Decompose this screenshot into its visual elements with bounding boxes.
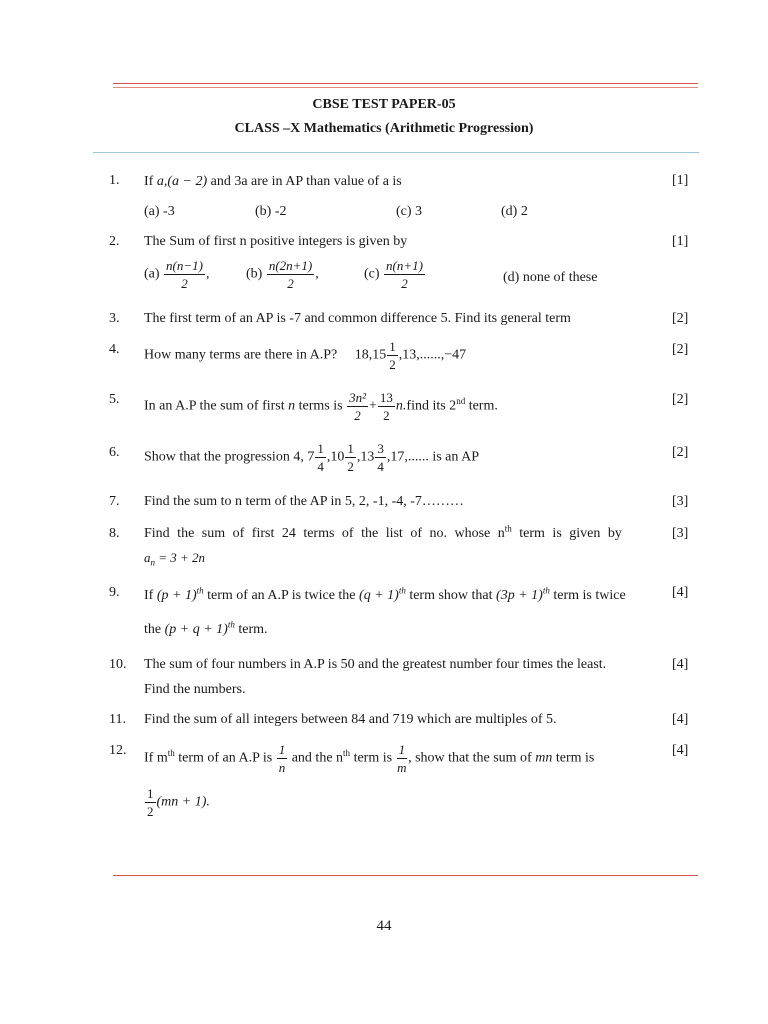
- question-7-text: Find the sum to n term of the AP in 5, 2, -1, -4, -7………: [144, 494, 464, 509]
- option-b: (b) $\frac{n(2n+1)}{2}$ ,: [246, 258, 319, 291]
- option-c: (c) $\frac{n(n+1)}{2}$: [364, 258, 423, 291]
- question-marks: [3]: [672, 494, 689, 509]
- question-3-text: The first term of an AP is -7 and common difference 5. Find its general term: [144, 311, 571, 326]
- question-marks: [2]: [672, 392, 689, 407]
- question-11-text: Find the sum of all integers between 84 and 719 which are multiples of 5.: [144, 712, 557, 727]
- subtitle-rule: [93, 152, 699, 153]
- page-number: 44: [376, 918, 392, 934]
- question-1-text: If a,(a − 2) and 3a are in AP than value of a is: [144, 174, 402, 189]
- option-b: (b) -2: [255, 204, 287, 219]
- question-number: 2.: [109, 234, 120, 249]
- option-c: (c) 3: [396, 204, 423, 219]
- option-a: (a) $\frac{n(n-1)}{2}$ ,: [144, 258, 210, 291]
- question-4-text: How many terms are there in A.P? 18,15 $\frac{1}{2}$ ,13,......,−47: [144, 339, 467, 372]
- question-number: 9.: [109, 585, 120, 600]
- question-number: 1.: [109, 173, 120, 188]
- question-number: 12.: [109, 743, 127, 758]
- header-rule-second: [113, 87, 698, 88]
- question-number: 7.: [109, 494, 120, 509]
- question-marks: [4]: [672, 657, 689, 672]
- question-number: 11.: [109, 712, 126, 727]
- question-10-text-line2: Find the numbers.: [144, 682, 246, 697]
- question-number: 3.: [109, 311, 120, 326]
- question-5-text: In an A.P the sum of first n terms is $\frac{\text{3n²}}{2}$ + $\frac{13}{2}$ n.find its 2nd term.: [144, 390, 498, 423]
- question-8-text: Find the sum of first 24 terms of the list of no. whose $n^{th}$ term is given by: [144, 523, 622, 541]
- question-6-text: Show that the progression 4, 7 $\frac{1}{4}$ ,10 $\frac{1}{2}$ ,13 $\frac{3}{4}$ ,17,...... is an AP: [144, 441, 480, 474]
- question-marks: [3]: [672, 526, 689, 541]
- option-d: (d) 2: [501, 204, 528, 219]
- question-8-formula: $a_n = 3 + 2n$: [144, 550, 206, 568]
- question-marks: [4]: [672, 712, 689, 727]
- option-d: (d) none of these: [503, 270, 598, 285]
- question-number: 10.: [109, 657, 127, 672]
- question-12-text-line2: $\frac{1}{2}$ (mn + 1).: [147, 786, 210, 819]
- question-9-text-line2: the $(p + q + 1)^{th}$ term.: [144, 619, 268, 637]
- question-marks: [4]: [672, 585, 689, 600]
- question-number: 8.: [109, 526, 120, 541]
- question-10-text: The sum of four numbers in A.P is 50 and the greatest number four times the least.: [144, 657, 607, 672]
- question-marks: [2]: [672, 342, 689, 357]
- question-marks: [2]: [672, 311, 689, 326]
- header-rule-top: [113, 83, 698, 84]
- paper-subtitle: CLASS –X Mathematics (Arithmetic Progression): [234, 121, 534, 136]
- question-marks: [2]: [672, 445, 689, 460]
- question-marks: [1]: [672, 234, 689, 249]
- question-marks: [1]: [672, 173, 689, 188]
- question-number: 6.: [109, 445, 120, 460]
- question-marks: [4]: [672, 743, 689, 758]
- option-a: (a) -3: [144, 204, 175, 219]
- paper-title: CBSE TEST PAPER-05: [312, 97, 456, 112]
- question-12-text: If $m^{th}$ term of an A.P is $\frac{1}{n}$ and the $n^{th}$ term is $\frac{1}{m}$ , show that the sum of mn term is: [144, 742, 595, 775]
- footer-rule: [113, 875, 698, 876]
- question-number: 4.: [109, 342, 120, 357]
- question-number: 5.: [109, 392, 120, 407]
- question-9-text: If $(p + 1)^{th}$ term of an A.P is twice the $(q + 1)^{th}$ term show that $(3p + 1)^{th}$ term is twice: [144, 585, 626, 603]
- question-2-text: The Sum of first n positive integers is given by: [144, 234, 408, 249]
